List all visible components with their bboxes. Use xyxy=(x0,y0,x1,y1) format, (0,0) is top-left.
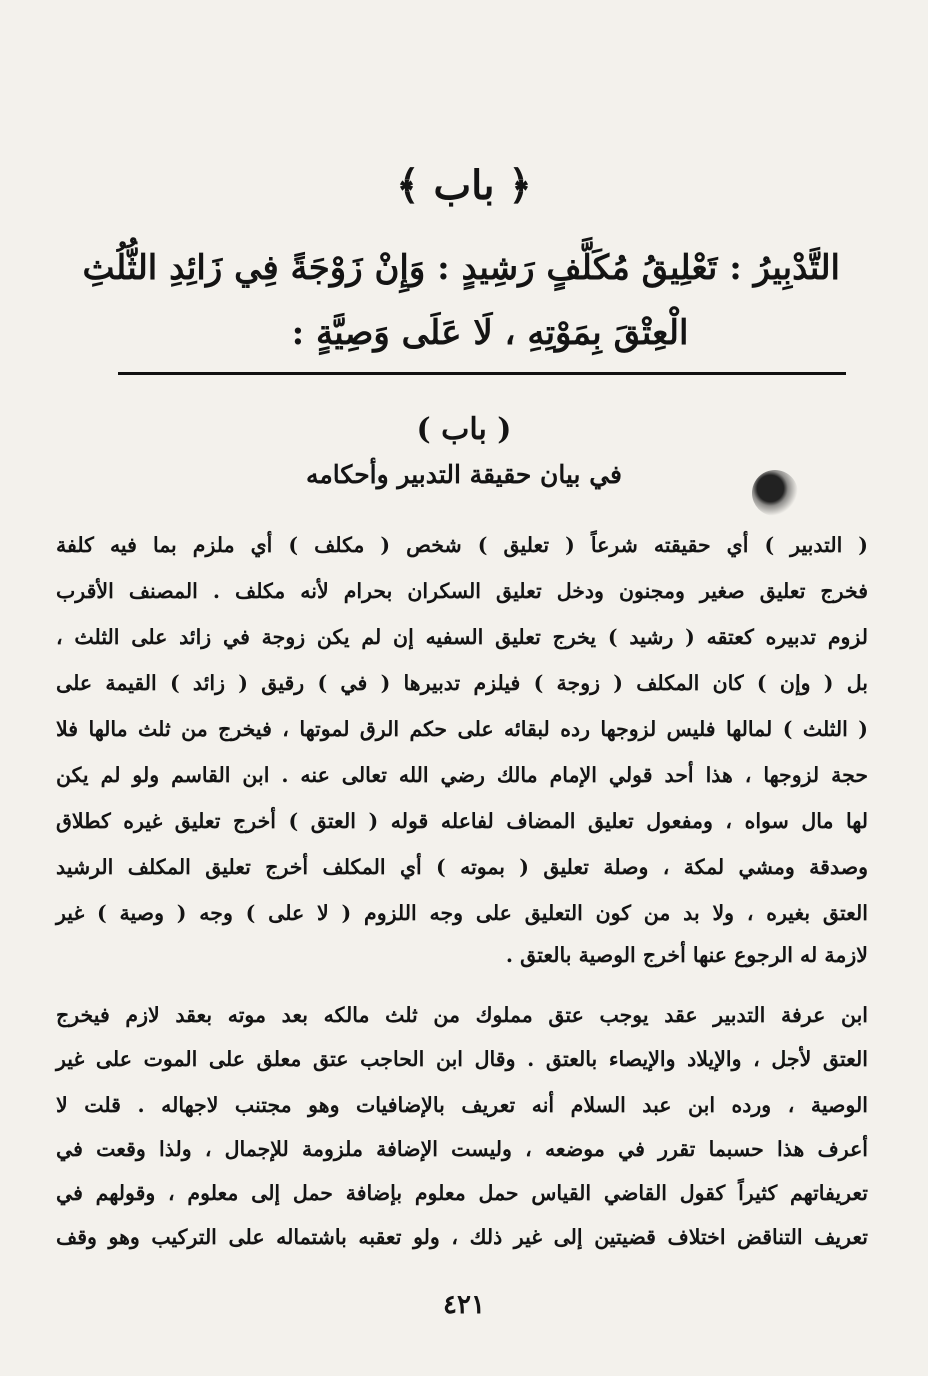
section-divider xyxy=(118,372,846,375)
paragraph2-line: تعريف التناقض اختلاف قضيتين إلى غير ذلك ، ولو تعقبه باشتماله على التركيب وهو وقف xyxy=(56,1225,868,1249)
paragraph1-line: ( الثلث ) لمالها فليس لزوجها رده لبقائه على حكم الرق لموتها ، فيخرج من ثلث مالها فلا xyxy=(56,717,868,741)
paragraph1-line: بل ( وإن ) كان المكلف ( زوجة ) فيلزم تدبيرها ( في ) رقيق ( زائد ) القيمة على xyxy=(56,671,868,695)
paragraph1-line: لازمة له الرجوع عنها أخرج الوصية بالعتق . xyxy=(505,943,868,967)
paragraph1-line: لزوم تدبيره كعتقه ( رشيد ) يخرج تعليق السفيه إن لم يكن زوجة في زائد على الثلث ، xyxy=(56,625,869,649)
commentary-chapter-heading: ( باب ) xyxy=(416,412,512,447)
paragraph2-line: ابن عرفة التدبير عقد يوجب عتق مملوك من ثلث مالكه بعد موته بعقد لازم فيخرج xyxy=(56,1003,868,1027)
paragraph1-line: ( التدبير ) أي حقيقته شرعاً ( تعليق ) شخص ( مكلف ) أي ملزم بما فيه كلفة xyxy=(56,533,868,557)
chapter-heading: ﴿ باب ﴾ xyxy=(396,162,532,209)
paragraph1-line: العتق بغيره ، ولا بد من كون التعليق على وجه اللزوم ( لا على ) وجه ( وصية ) غير xyxy=(56,901,868,925)
paragraph2-line: أعرف هذا حسبما تقرر في موضعه ، وليست الإضافة ملزومة للإجمال ، ولذا وقعت في xyxy=(56,1137,868,1161)
paragraph2-line: العتق لأجل ، والإيلاد والإيصاء بالعتق . وقال ابن الحاجب عتق معلق على الموت على غير xyxy=(56,1047,868,1071)
paragraph1-line: حجة لزوجها ، هذا أحد قولي الإمام مالك رضي الله تعالى عنه . ابن القاسم ولو لم يكن xyxy=(56,763,869,787)
paragraph1-line: فخرج تعليق صغير ومجنون ودخل تعليق السكران بحرام لأنه مكلف . المصنف الأقرب xyxy=(56,579,868,603)
matn-line-2: الْعِتْقَ بِمَوْتِهِ ، لَا عَلَى وَصِيَّةٍ : xyxy=(291,313,689,353)
commentary-title: في بيان حقيقة التدبير وأحكامه xyxy=(306,460,622,489)
paragraph2-line: تعريفاتهم كثيراً كقول القاضي القياس حمل معلوم بإضافة حمل إلى معلوم ، وقولهم في xyxy=(56,1181,868,1205)
paragraph2-line: الوصية ، ورده ابن عبد السلام أنه تعريف بالإضافيات وهو مجتنب لاجهاله . قلت لا xyxy=(56,1093,868,1117)
ink-blot xyxy=(752,470,798,516)
paragraph1-line: وصدقة ومشي لمكة ، وصلة تعليق ( بموته ) أي المكلف أخرج تعليق المكلف الرشيد xyxy=(56,855,868,879)
paragraph1-line: لها مال سواه ، ومفعول تعليق المضاف لفاعله قوله ( العتق ) أخرج تعليق غيره كطلاق xyxy=(56,809,868,833)
page-number: ٤٢١ xyxy=(443,1290,485,1320)
matn-line-1: التَّدْبِيرُ : تَعْلِيقُ مُكَلَّفٍ رَشِيدٍ : وَإِنْ زَوْجَةً فِي زَائِدِ الثُّلُثِ xyxy=(82,248,840,288)
